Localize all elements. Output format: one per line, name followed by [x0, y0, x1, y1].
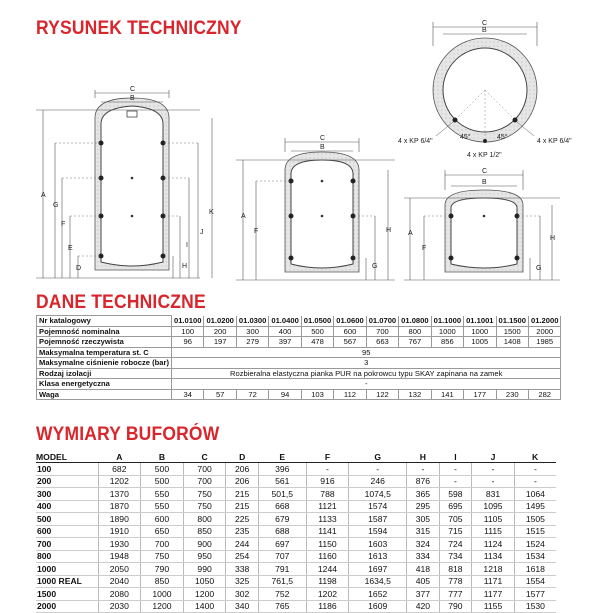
dims-value-cell: 700	[183, 475, 226, 488]
tech-row-label: Rodzaj izolacji	[37, 368, 172, 379]
dims-value-cell: 705	[439, 513, 472, 526]
dims-value-cell: 1652	[349, 588, 407, 601]
tech-cell: 567	[334, 337, 366, 348]
dims-value-cell: 700	[183, 463, 226, 476]
connector-note-left: 4 x KP 6/4"	[398, 138, 433, 145]
dim-label-E-large: E	[68, 245, 73, 252]
tech-cell: 282	[528, 389, 560, 400]
dims-value-cell: 876	[407, 475, 440, 488]
tech-cell: 112	[334, 389, 366, 400]
dims-value-cell: 405	[407, 575, 440, 588]
dims-value-cell: 420	[407, 600, 440, 613]
dims-value-cell: 831	[472, 488, 515, 501]
tech-merged-cell: 3	[171, 358, 560, 369]
dims-row	[36, 600, 556, 613]
dims-value-cell: 650	[141, 525, 184, 538]
dims-value-cell: -	[349, 463, 407, 476]
dims-value-cell: 1574	[349, 500, 407, 513]
dims-value-cell: 334	[407, 550, 440, 563]
dims-value-cell: 1495	[514, 500, 556, 513]
dims-row	[36, 463, 556, 476]
dims-model-cell: 500	[36, 513, 98, 526]
tech-cell: 96	[171, 337, 203, 348]
tech-cell: 01.0500	[301, 316, 333, 327]
dims-header-cell: A	[98, 451, 141, 463]
dims-value-cell: 377	[407, 588, 440, 601]
dims-value-cell: 1124	[472, 538, 515, 551]
dims-value-cell: 790	[141, 563, 184, 576]
dims-row	[36, 575, 556, 588]
dims-model-cell: 2000	[36, 600, 98, 613]
dim-label-G-large: G	[53, 202, 59, 209]
dims-value-cell: 800	[183, 513, 226, 526]
dim-label-H-small: H	[550, 235, 556, 242]
dim-label-G-medium: G	[372, 263, 378, 270]
top-view-drawing	[398, 20, 572, 159]
tech-row-label: Waga	[37, 389, 172, 400]
dims-value-cell: 302	[226, 588, 259, 601]
dims-value-cell: 315	[407, 525, 440, 538]
tech-merged-cell: -	[171, 379, 560, 390]
dims-value-cell: 1177	[472, 588, 515, 601]
tech-cell: 01.0100	[171, 316, 203, 327]
tech-cell: 132	[399, 389, 431, 400]
dims-value-cell: 750	[183, 488, 226, 501]
drawing-section-title: RYSUNEK TECHNICZNY	[36, 18, 242, 39]
tech-cell: 103	[301, 389, 333, 400]
dims-value-cell: 1554	[514, 575, 556, 588]
dims-value-cell: 765	[258, 600, 306, 613]
dims-value-cell: 790	[439, 600, 472, 613]
tech-merged-cell: Rozbieralna elastyczna pianka PUR na pokrowcu typu SKAY zapinana na zamek	[171, 368, 560, 379]
dims-value-cell: 788	[306, 488, 349, 501]
dims-value-cell: 244	[226, 538, 259, 551]
dims-row	[36, 513, 556, 526]
dims-value-cell: 1910	[98, 525, 141, 538]
tech-row-label: Maksymalne ciśnienie robocze (bar)	[37, 358, 172, 369]
dim-label-J-large: J	[200, 229, 204, 236]
tech-cell: 200	[204, 326, 236, 337]
dims-model-cell: 300	[36, 488, 98, 501]
tech-cell: 800	[399, 326, 431, 337]
top-label-C: C	[482, 20, 488, 27]
dims-value-cell: 850	[141, 575, 184, 588]
tech-row-label: Pojemność nominalna	[37, 326, 172, 337]
dims-value-cell: 679	[258, 513, 306, 526]
dim-label-B-large: B	[130, 95, 135, 102]
dims-value-cell: 206	[226, 475, 259, 488]
dims-value-cell: 1200	[141, 600, 184, 613]
tech-cell: 1408	[496, 337, 528, 348]
tech-row-label: Klasa energetyczna	[37, 379, 172, 390]
tech-cell: 57	[204, 389, 236, 400]
dims-header-cell: B	[141, 451, 184, 463]
dims-value-cell: -	[472, 463, 515, 476]
dim-label-K-large: K	[209, 209, 214, 216]
technical-drawing	[0, 0, 591, 290]
dims-value-cell: 777	[439, 588, 472, 601]
dims-value-cell: 418	[407, 563, 440, 576]
dims-value-cell: 697	[258, 538, 306, 551]
dims-value-cell: 1505	[514, 513, 556, 526]
dims-value-cell: 501,5	[258, 488, 306, 501]
dims-value-cell: 215	[226, 500, 259, 513]
dims-value-cell: 818	[439, 563, 472, 576]
tech-cell: 1005	[464, 337, 496, 348]
dims-value-cell: 1150	[306, 538, 349, 551]
tech-cell: 279	[236, 337, 268, 348]
dims-value-cell: 1530	[514, 600, 556, 613]
dims-model-cell: 600	[36, 525, 98, 538]
dims-value-cell: 2080	[98, 588, 141, 601]
dims-model-cell: 400	[36, 500, 98, 513]
dims-value-cell: 2050	[98, 563, 141, 576]
dims-header-cell: D	[226, 451, 259, 463]
dims-value-cell: 950	[183, 550, 226, 563]
dims-model-cell: 800	[36, 550, 98, 563]
tech-cell: 856	[431, 337, 463, 348]
tech-data-table	[36, 315, 561, 400]
dims-value-cell: 1587	[349, 513, 407, 526]
tech-merged-cell: 95	[171, 347, 560, 358]
dims-row	[36, 538, 556, 551]
dims-value-cell: 550	[141, 488, 184, 501]
tank-small	[404, 168, 560, 280]
dims-value-cell: -	[514, 475, 556, 488]
dims-value-cell: 1218	[472, 563, 515, 576]
dims-header-cell: MODEL	[36, 451, 98, 463]
dim-label-F-medium: F	[254, 228, 259, 235]
tech-cell: 663	[366, 337, 398, 348]
dims-value-cell: 1141	[306, 525, 349, 538]
dims-value-cell: 850	[183, 525, 226, 538]
dims-value-cell: 695	[439, 500, 472, 513]
dim-label-A-medium: A	[241, 213, 246, 220]
dims-value-cell: 1198	[306, 575, 349, 588]
dims-value-cell: 1697	[349, 563, 407, 576]
tech-cell: 1000	[431, 326, 463, 337]
dims-value-cell: 916	[306, 475, 349, 488]
tank-large	[36, 86, 214, 278]
dims-row	[36, 525, 556, 538]
dims-value-cell: 1105	[472, 513, 515, 526]
dims-header-cell: H	[407, 451, 440, 463]
tech-row-label: Nr katalogowy	[37, 316, 172, 327]
angle-label-2: 45°	[497, 134, 508, 141]
dims-value-cell: 750	[183, 500, 226, 513]
dims-value-cell: 668	[258, 500, 306, 513]
tech-cell: 1985	[528, 337, 560, 348]
dims-value-cell: 688	[258, 525, 306, 538]
tech-cell: 1500	[496, 326, 528, 337]
dims-row	[36, 475, 556, 488]
dims-header-cell: G	[349, 451, 407, 463]
dims-value-cell: 340	[226, 600, 259, 613]
top-label-B: B	[482, 27, 487, 34]
dim-label-H-medium: H	[386, 227, 392, 234]
dims-row	[36, 550, 556, 563]
dims-model-cell: 1000	[36, 563, 98, 576]
dims-value-cell: 1171	[472, 575, 515, 588]
dims-value-cell: 235	[226, 525, 259, 538]
dims-value-cell: 2040	[98, 575, 141, 588]
tech-cell: 397	[269, 337, 301, 348]
dims-value-cell: 791	[258, 563, 306, 576]
tech-cell: 72	[236, 389, 268, 400]
dims-value-cell: 1534	[514, 550, 556, 563]
tech-section-title: DANE TECHNICZNE	[36, 292, 206, 313]
dims-value-cell: 2030	[98, 600, 141, 613]
tech-row	[37, 347, 561, 358]
tech-cell: 500	[301, 326, 333, 337]
dims-value-cell: 1155	[472, 600, 515, 613]
dims-value-cell: 990	[183, 563, 226, 576]
dims-row	[36, 500, 556, 513]
tech-cell: 01.0800	[399, 316, 431, 327]
dimensions-table	[36, 451, 556, 613]
dims-value-cell: 225	[226, 513, 259, 526]
dims-value-cell: 1202	[306, 588, 349, 601]
dims-value-cell: 1000	[141, 588, 184, 601]
dim-label-C-small: C	[482, 168, 488, 175]
dim-label-D-large: D	[76, 265, 82, 272]
tech-cell: 01.1001	[464, 316, 496, 327]
dims-value-cell: 1524	[514, 538, 556, 551]
dims-value-cell: 338	[226, 563, 259, 576]
dims-value-cell: 1609	[349, 600, 407, 613]
tech-row	[37, 326, 561, 337]
tech-cell: 767	[399, 337, 431, 348]
tech-cell: 01.0400	[269, 316, 301, 327]
dims-value-cell: 1618	[514, 563, 556, 576]
dims-value-cell: 295	[407, 500, 440, 513]
dims-value-cell: 1613	[349, 550, 407, 563]
dims-row	[36, 588, 556, 601]
dim-label-I-large: I	[186, 242, 188, 249]
dim-label-C-medium: C	[320, 135, 326, 142]
dims-value-cell: 1064	[514, 488, 556, 501]
dims-value-cell: 215	[226, 488, 259, 501]
dim-label-H-large: H	[182, 263, 188, 270]
dims-value-cell: -	[514, 463, 556, 476]
dims-value-cell: 1400	[183, 600, 226, 613]
dims-value-cell: 1186	[306, 600, 349, 613]
dims-value-cell: 1121	[306, 500, 349, 513]
dims-value-cell: 724	[439, 538, 472, 551]
dims-header-cell: F	[306, 451, 349, 463]
dims-model-cell: 100	[36, 463, 98, 476]
dim-label-F-large: F	[61, 221, 66, 228]
dims-value-cell: 500	[141, 475, 184, 488]
tech-cell: 01.0300	[236, 316, 268, 327]
dims-value-cell: 752	[258, 588, 306, 601]
dims-value-cell: 246	[349, 475, 407, 488]
tech-cell: 230	[496, 389, 528, 400]
tech-cell: 300	[236, 326, 268, 337]
tech-cell: 1000	[464, 326, 496, 337]
dims-header-cell: E	[258, 451, 306, 463]
dims-value-cell: 550	[141, 500, 184, 513]
dims-value-cell: 325	[226, 575, 259, 588]
dims-value-cell: 1870	[98, 500, 141, 513]
dims-value-cell: 1095	[472, 500, 515, 513]
dim-label-B-small: B	[482, 179, 487, 186]
dims-section-title: WYMIARY BUFORÓW	[36, 424, 220, 445]
dims-value-cell: -	[407, 463, 440, 476]
dims-value-cell: -	[306, 463, 349, 476]
dims-value-cell: 500	[141, 463, 184, 476]
dims-value-cell: 750	[141, 550, 184, 563]
dims-value-cell: 1134	[472, 550, 515, 563]
tech-row	[37, 337, 561, 348]
dims-value-cell: 1890	[98, 513, 141, 526]
dims-value-cell: 206	[226, 463, 259, 476]
tech-cell: 01.0200	[204, 316, 236, 327]
tech-row-label: Pojemność rzeczywista	[37, 337, 172, 348]
tech-row-label: Maksymalna temperatura st. C	[37, 347, 172, 358]
dims-value-cell: 1200	[183, 588, 226, 601]
dims-model-cell: 1000 REAL	[36, 575, 98, 588]
dims-value-cell: 1160	[306, 550, 349, 563]
dims-header-cell: C	[183, 451, 226, 463]
tech-cell: 34	[171, 389, 203, 400]
dims-value-cell: 900	[183, 538, 226, 551]
dims-value-cell: 1370	[98, 488, 141, 501]
dim-label-G-small: G	[536, 265, 542, 272]
tech-cell: 400	[269, 326, 301, 337]
dims-value-cell: 734	[439, 550, 472, 563]
dim-label-F-small: F	[422, 245, 427, 252]
tech-cell: 122	[366, 389, 398, 400]
tech-row	[37, 358, 561, 369]
tech-cell: 01.1000	[431, 316, 463, 327]
dims-value-cell: 1115	[472, 525, 515, 538]
dims-value-cell: 707	[258, 550, 306, 563]
tech-row	[37, 368, 561, 379]
tech-row	[37, 379, 561, 390]
tank-medium	[236, 135, 395, 280]
dims-value-cell: 700	[141, 538, 184, 551]
dims-model-cell: 1500	[36, 588, 98, 601]
dims-row	[36, 488, 556, 501]
connector-note-right: 4 x KP 6/4"	[537, 138, 572, 145]
dims-value-cell: 1074,5	[349, 488, 407, 501]
tech-cell: 2000	[528, 326, 560, 337]
dims-value-cell: 1244	[306, 563, 349, 576]
tech-cell: 01.0700	[366, 316, 398, 327]
tech-cell: 700	[366, 326, 398, 337]
tech-cell: 01.0600	[334, 316, 366, 327]
connector-note-bottom: 4 x KP 1/2"	[467, 152, 502, 159]
tech-cell: 01.2000	[528, 316, 560, 327]
tech-cell: 478	[301, 337, 333, 348]
dims-header-cell: J	[472, 451, 515, 463]
dims-value-cell: 365	[407, 488, 440, 501]
dims-value-cell: 1050	[183, 575, 226, 588]
dims-value-cell: 305	[407, 513, 440, 526]
dims-value-cell: -	[472, 475, 515, 488]
dims-value-cell: 778	[439, 575, 472, 588]
tech-cell: 177	[464, 389, 496, 400]
dims-row	[36, 563, 556, 576]
tech-cell: 600	[334, 326, 366, 337]
dims-model-cell: 700	[36, 538, 98, 551]
dims-value-cell: 1133	[306, 513, 349, 526]
dims-value-cell: 1603	[349, 538, 407, 551]
tech-cell: 01.1500	[496, 316, 528, 327]
tech-cell: 100	[171, 326, 203, 337]
dims-value-cell: 1515	[514, 525, 556, 538]
dim-label-A-small: A	[408, 230, 413, 237]
dims-value-cell: 598	[439, 488, 472, 501]
dim-label-A-large: A	[41, 192, 46, 199]
tech-cell: 94	[269, 389, 301, 400]
tech-cell: 197	[204, 337, 236, 348]
dims-value-cell: 561	[258, 475, 306, 488]
dims-value-cell: 1634,5	[349, 575, 407, 588]
dims-value-cell: 1930	[98, 538, 141, 551]
dims-value-cell: 324	[407, 538, 440, 551]
dims-value-cell: 682	[98, 463, 141, 476]
dim-label-C-large: C	[130, 86, 136, 93]
dims-value-cell: 761,5	[258, 575, 306, 588]
dims-header-cell: I	[439, 451, 472, 463]
angle-label-1: 45°	[460, 134, 471, 141]
dims-header-cell: K	[514, 451, 556, 463]
tech-row	[37, 316, 561, 327]
dim-label-B-medium: B	[320, 144, 325, 151]
dims-value-cell: 254	[226, 550, 259, 563]
dims-value-cell: 715	[439, 525, 472, 538]
dims-value-cell: -	[439, 475, 472, 488]
tech-cell: 141	[431, 389, 463, 400]
dims-value-cell: 1202	[98, 475, 141, 488]
dims-value-cell: 600	[141, 513, 184, 526]
tech-row	[37, 389, 561, 400]
dims-model-cell: 200	[36, 475, 98, 488]
dims-value-cell: 1948	[98, 550, 141, 563]
dims-value-cell: 1594	[349, 525, 407, 538]
dims-value-cell: 396	[258, 463, 306, 476]
dims-value-cell: -	[439, 463, 472, 476]
dims-value-cell: 1577	[514, 588, 556, 601]
